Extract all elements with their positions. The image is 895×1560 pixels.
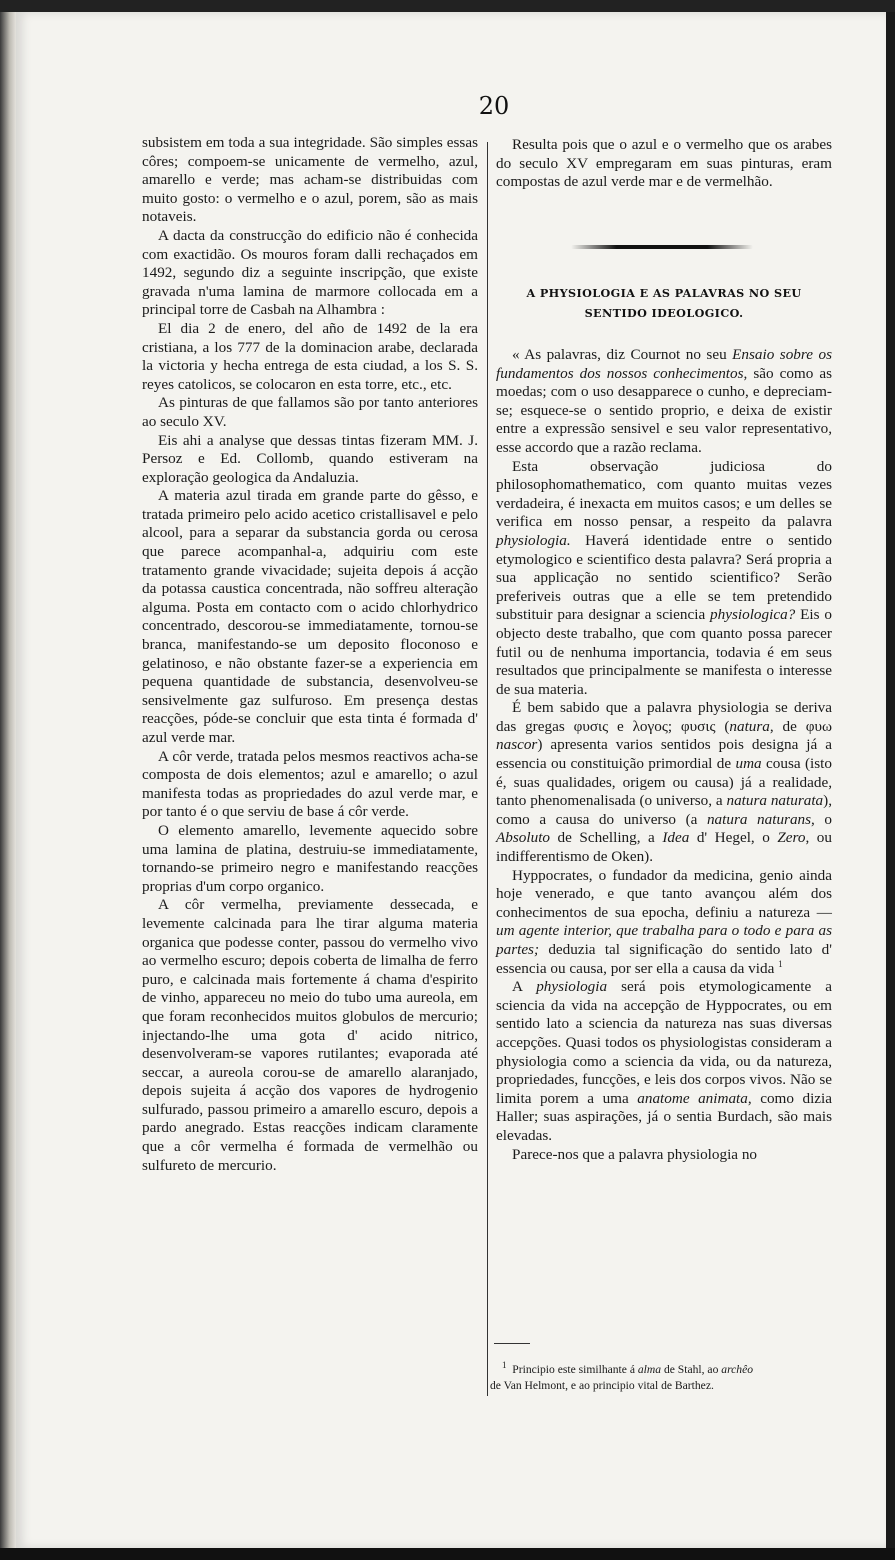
left-paragraph: As pinturas de que fallamos são por tanto anteriores ao seculo XV. [142,394,478,430]
right-paragraph: Resulta pois que o azul e o vermelho que os arabes do seculo XV empregaram em suas pinturas, eram compostas de azul verde mar e de vermelhão. [496,136,832,191]
page-number: 20 [478,92,510,120]
left-paragraph: A côr vermelha, previamente dessecada, e levemente calcinada para lhe tirar alguma materia organica que podesse conter, passou do vermelho vivo ao vermelho escuro; depois coberta de limalha de ferro puro, e calcinada mais fortemente á chama d'espirito de vinho, appareceu no meio do tubo uma aureola, em que foram reconhecidos muitos globulos de mercurio; injectando-lhe uma gota d' acido nitrico, desenvolveram-se vapores rutilantes; evaporada até seccar, a aureola corou-se de amarello alaranjado, depois sujeita á acção dos vapores de hydrogenio sulfurado, passou primeiro a amarello escuro, depois a pardo anegrado. Estas reacções indicam claramente que a côr vermelha é formada de vermelhão ou sulfureto de mercurio. [142,896,478,1174]
right-paragraph: Hyppocrates, o fundador da medicina, genio ainda hoje venerado, e que tanto avançou além dos conhecimentos de sua epocha, definiu a natureza — um agente interior, que trabalha para o todo e para as partes; deduzia tal significação do sentido lato d' essencia ou causa, por ser ella a causa da vida $^1$ [496,866,832,977]
right-paragraph: Esta observação judiciosa do philosophomathematico, com quanto muitas vezes verdadeira, é inexacta em muitos casos; e um delles se verifica em nosso pensar, a respeito da palavra physiologia. Haverá identidade entre o sentido etymologico e scientifico desta palavra? Será propria a sua applicação no sentido scientifico? Serão preferiveis outras que a elle se tem pretendido substituir para designar a sciencia physiologica? Eis o objecto deste trabalho, que com quanto possa parecer futil ou de nenhuma importancia, todavia é em seus resultados que principalmente se manifesta o interesse de sua materia. [496,457,832,698]
heading-line-1: A PHYSIOLOGIA E AS PALAVRAS NO SEU [526,286,802,300]
article-heading [505,283,823,323]
right-paragraph: « As palavras, diz Cournot no seu Ensaio sobre os fundamentos dos nossos conhecimentos, são como as moedas; com o uso desapparece o cunho, e depreciam-se; esquece-se o sentido proprio, e deixa de existir entre a expressão sensivel e seu valor representativo, esse accordo que a razão reclama. [496,346,833,456]
scan-bottom-border [0,1548,895,1560]
column-divider [487,142,488,1396]
left-paragraph: Eis ahi a analyse que dessas tintas fizeram MM. J. Persoz e Ed. Collomb, quando estiveram na exploração geologica da Andaluzia. [142,431,478,486]
binding-edge [0,12,16,1548]
left-paragraph: A côr verde, tratada pelos mesmos reactivos acha-se composta de dois elementos; azul e amarello; o azul manifesta todas as propriedades do azul verde mar, e por tanto é o que serviu de base á côr verde. [142,747,478,821]
left-paragraph: El dia 2 de enero, del año de 1492 de la era cristiana, a los 777 de la dominacion arabe, declarada la victoria y hecha entrega de esta ciudad, a los S. S. reyes catolicos, se colocaron en esta torre, etc., etc. [142,319,478,393]
left-paragraph: A dacta da construcção do edificio não é conhecida com exactidão. Os mouros foram dalli rechaçados em 1492, segundo diz a seguinte inscripção, que existe gravada n'uma lamina de marmore collocada em a principal torre de Casbah na Alhambra : [142,226,478,319]
heading-line-2: SENTIDO IDEOLOGICO. [584,306,744,320]
footnote-rule [494,1343,530,1344]
scan-top-border [0,0,895,12]
left-paragraph: O elemento amarello, levemente aquecido sobre uma lamina de platina, destruiu-se immediatamente, tornando-se primeiro negro e manifestando reacções proprias d'um corpo organico. [142,821,478,895]
right-paragraph: Parece-nos que a palavra physiologia no [512,1145,758,1163]
right-column-article [496,346,832,1164]
left-paragraph: subsistem em toda a sua integridade. São simples essas côres; compoem-se unicamente de vermelho, azul, amarello e verde; mas acham-se distribuidas com muito gosto: o vermelho e o azul, porem, são as mais notaveis. [142,134,478,226]
footnote: $^1$ Principio este similhante á alma de Stahl, ao archêo de Van Helmont, e ao principio vital de Barthez. [490,1360,754,1392]
right-paragraph: A physiologia será pois etymologicamente a sciencia da vida na accepção de Hyppocrates, ou em sentido lato a sciencia da natureza nas suas diversas accepções. Quasi todos os physiologistas consideram a physiologia como a sciencia da vida, ou da natureza, propriedades, funcções, e leis dos corpos vivos. Não se limita porem a uma anatome animata, como dizia Haller; suas aspirações, já o sentia Burdach, são mais elevadas. [496,978,833,1144]
footnote-marker: 1 [778,958,783,969]
section-ornament-rule [571,245,753,249]
right-paragraph: É bem sabido que a palavra physiologia se deriva das gregas φυσις e λογος; φυσις (natura, de φυω nascor) apresenta varios sentidos pois designa já a essencia ou constituição primordial de uma cousa (isto é, suas qualidades, origem ou causa) já a realidade, tanto phenomenalisada (o universo, a natura naturata), como a causa do universo (a natura naturans, o Absoluto de Schelling, a Idea d' Hegel, o Zero, ou indifferentismo de Oken). [496,699,833,866]
left-paragraph: A materia azul tirada em grande parte do gêsso, e tratada primeiro pelo acido acetico cristallisavel e pelo alcool, para a separar da substancia gorda ou cerosa que parece acompanhal-a, adquiriu com este tratamento grande vivacidade; sujeita depois á acção da potassa caustica concentrada, não soffreu alteração alguma. Posta em contacto com o acido chlorhydrico concentrado, descorou-se immediatamente, tornou-se branca, manifestando-se um deposito floconoso e gelatinoso, e não obstante fazer-se a experiencia em pequena quantidade de substancia, desenvolveu-se sensivelmente gaz sulfuroso. Em presença destas reacções, póde-se concluir que esta tinta é formada d' azul verde mar. [142,487,478,746]
left-column [142,134,478,1175]
right-column-top [496,136,832,192]
